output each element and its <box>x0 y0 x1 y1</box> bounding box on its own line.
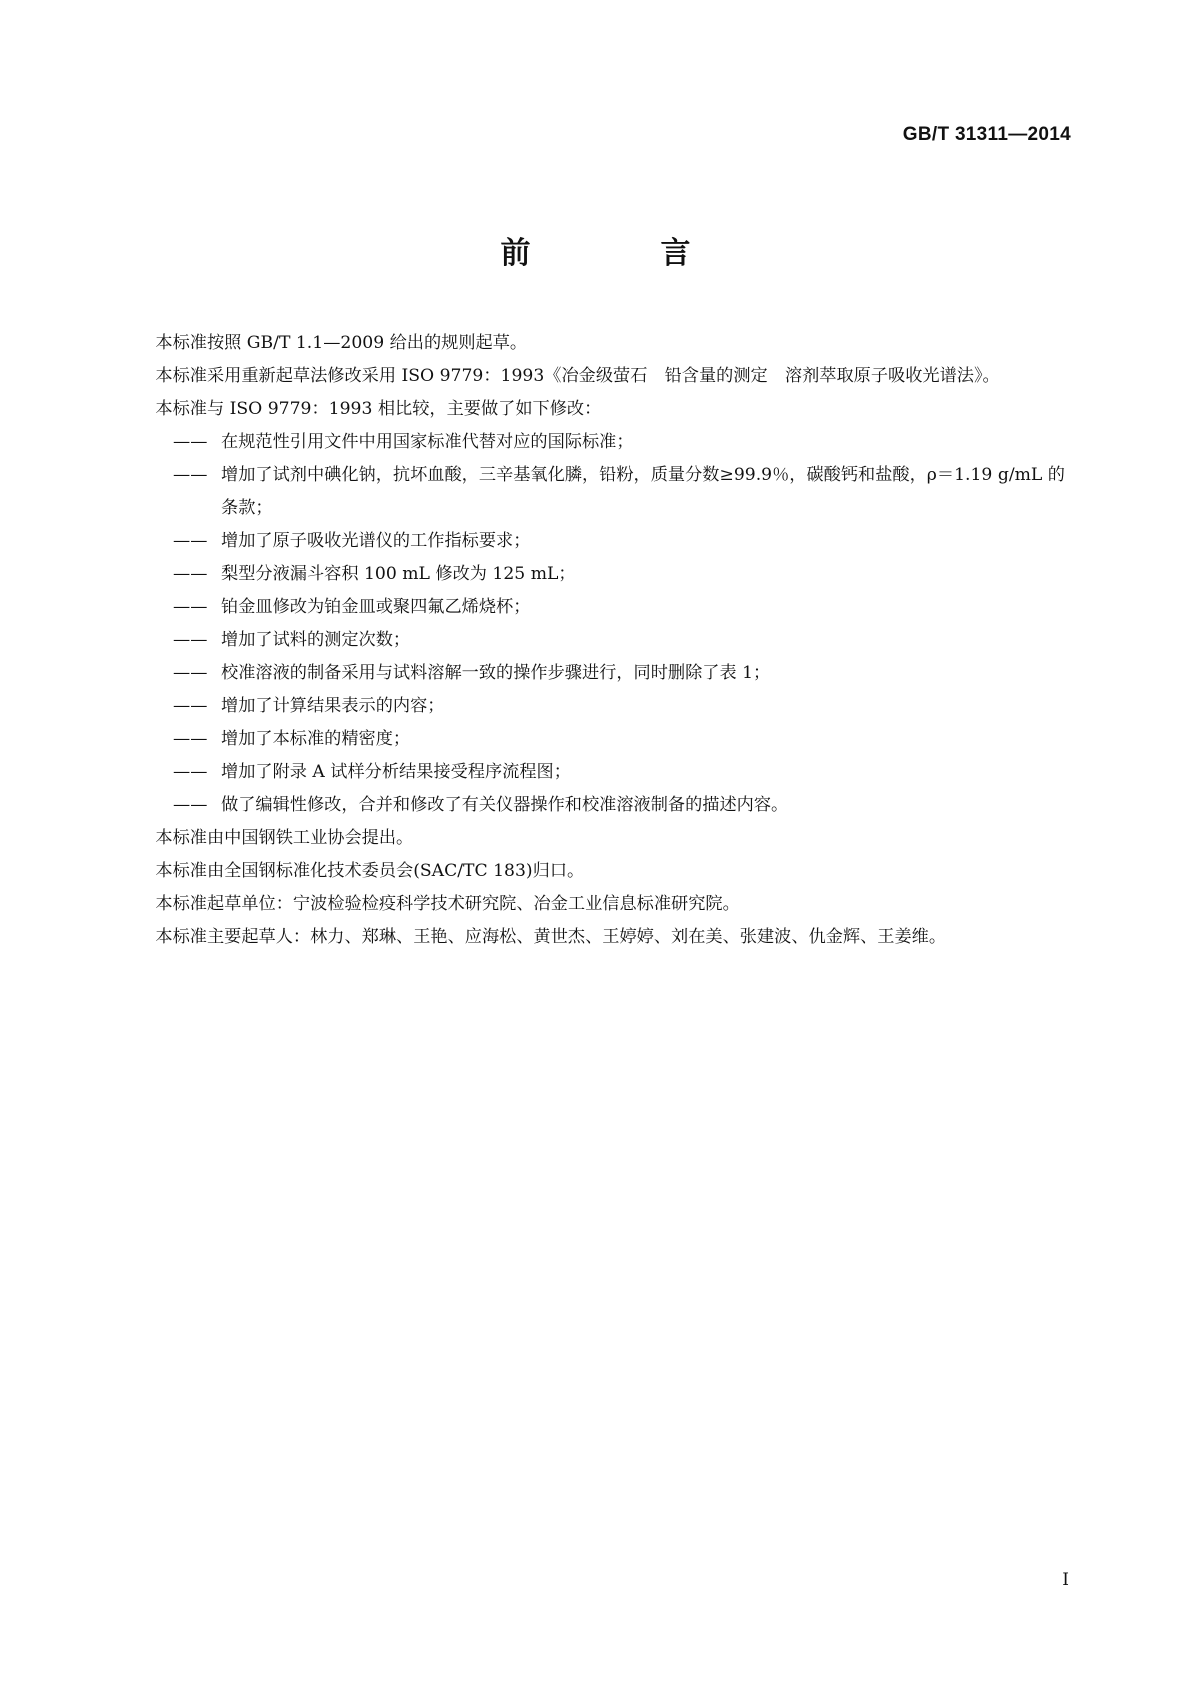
list-item-text: 铂金皿修改为铂金皿或聚四氟乙烯烧杯； <box>221 597 531 617</box>
list-item-text: 增加了试剂中碘化钠，抗坏血酸，三辛基氧化膦，铅粉，质量分数≥99.9％，碳酸钙和盐酸，ρ＝1.19 g/mL 的条款； <box>221 465 1065 518</box>
paragraph-drafters: 本标准主要起草人：林力、郑琳、王艳、应海松、黄世杰、王婷婷、刘在美、张建波、仇金辉、王姜维。 <box>155 927 947 947</box>
list-item-text: 增加了计算结果表示的内容； <box>221 696 445 716</box>
list-item <box>121 426 1069 459</box>
paragraph-adoption: 本标准采用重新起草法修改采用 ISO 9779：1993《冶金级萤石 铅含量的测定 溶剂萃取原子吸收光谱法》。 <box>155 366 1000 386</box>
list-item <box>121 459 1069 525</box>
list-dash: —— <box>173 729 208 749</box>
paragraph-proposer: 本标准由中国钢铁工业协会提出。 <box>155 828 414 848</box>
list-item-text: 做了编辑性修改，合并和修改了有关仪器操作和校准溶液制备的描述内容。 <box>221 795 789 815</box>
list-item <box>121 558 1069 591</box>
list-item <box>121 525 1069 558</box>
list-item-text: 校准溶液的制备采用与试料溶解一致的操作步骤进行，同时删除了表 1； <box>221 663 771 683</box>
list-item <box>121 789 1069 822</box>
list-item-text: 增加了原子吸收光谱仪的工作指标要求； <box>221 531 531 551</box>
standard-code: GB/T 31311—2014 <box>902 124 1071 145</box>
list-dash: —— <box>173 531 208 551</box>
list-dash: —— <box>173 630 208 650</box>
list-item-text: 增加了试料的测定次数； <box>221 630 411 650</box>
foreword-body <box>121 327 1069 954</box>
list-item-text: 梨型分液漏斗容积 100 mL 修改为 125 mL； <box>221 564 576 584</box>
list-item <box>121 624 1069 657</box>
list-item <box>121 723 1069 756</box>
list-item-text: 增加了本标准的精密度； <box>221 729 411 749</box>
paragraph-drafting-units: 本标准起草单位：宁波检验检疫科学技术研究院、冶金工业信息标准研究院。 <box>155 894 740 914</box>
list-dash: —— <box>173 795 208 815</box>
list-dash: —— <box>173 762 208 782</box>
list-item <box>121 690 1069 723</box>
list-item-text: 在规范性引用文件中用国家标准代替对应的国际标准； <box>221 432 634 452</box>
page-title: 前 言 <box>500 236 741 271</box>
list-item <box>121 591 1069 624</box>
list-dash: —— <box>173 432 208 452</box>
list-dash: —— <box>173 597 208 617</box>
list-item-text: 增加了附录 A 试样分析结果接受程序流程图； <box>221 762 571 782</box>
list-dash: —— <box>173 564 208 584</box>
list-item <box>121 756 1069 789</box>
list-item <box>121 657 1069 690</box>
list-dash: —— <box>173 696 208 716</box>
paragraph-centralized-by: 本标准由全国钢标准化技术委员会(SAC/TC 183)归口。 <box>155 861 585 881</box>
list-dash: —— <box>173 465 208 485</box>
paragraph-changes-intro: 本标准与 ISO 9779：1993 相比较，主要做了如下修改： <box>155 399 602 419</box>
list-dash: —— <box>173 663 208 683</box>
paragraph-drafting-rules: 本标准按照 GB/T 1.1—2009 给出的规则起草。 <box>155 333 528 353</box>
page-number: I <box>1062 1570 1069 1590</box>
